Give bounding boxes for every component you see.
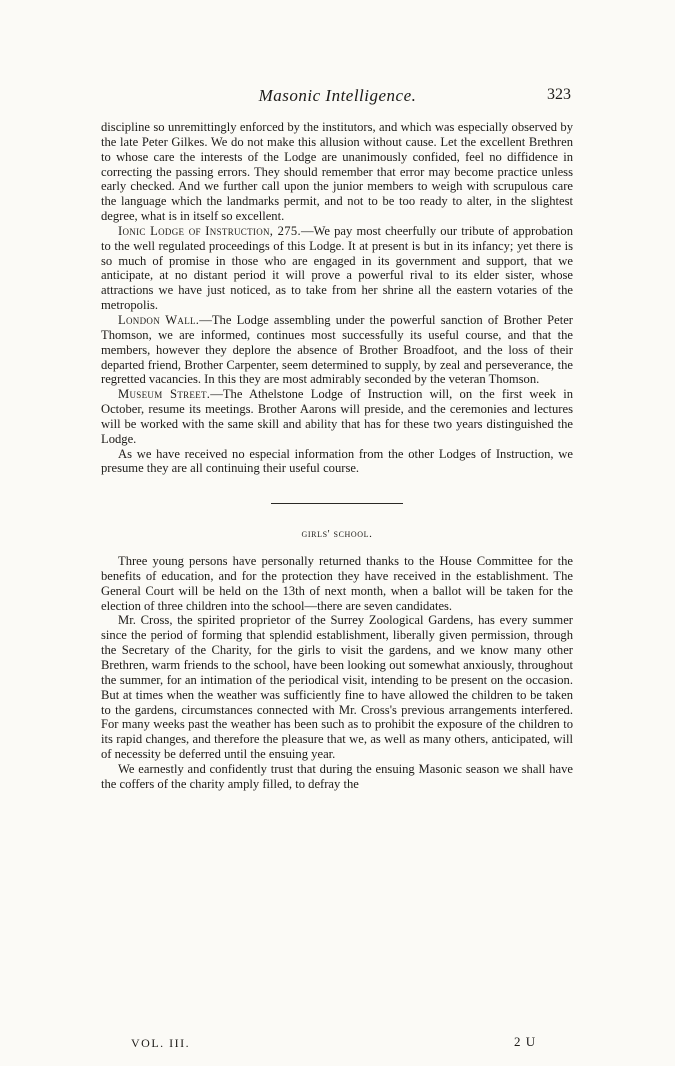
paragraph-text-museum-street: —The Athelstone Lodge of Instruction will, on the first week in October, resume its meetings. Brother Aarons will preside, and the ceremonies and lectures will be worked with the same skill and ability that has for these two years distinguished the Lodge. [101,387,574,446]
paragraph-london-wall [101,313,573,387]
paragraph-young-persons: Three young persons have personally returned thanks to the House Committee for the benefits of education, and for the protection they have received in the establishment. The General Court will be held on the 13th of next month, when a ballot will be taken for the election of three children into the school—there are seven candidates. [101,554,573,613]
section-title-girls-school: girls' school. [301,528,373,541]
footer-volume: VOL. III. [131,1036,191,1050]
text-block [101,120,573,792]
running-title: Masonic Intelligence. [258,86,417,105]
footer-signature-mark: 2 U [514,1034,537,1049]
paragraph-mr-cross: Mr. Cross, the spirited proprietor of the Surrey Zoological Gardens, has every summer since the period of forming that splendid establishment, liberally given permission, through the Secretary of the Charity, for the girls to visit the gardens, and we know many other Brethren, warm friends to the school, have been looking out somewhat anxiously, throughout the summer, for an intimation of the periodical visit, intending to be present on the occasion. But at times when the weather was sufficiently fine to have allowed the children to be taken to the gardens, circumstances connected with Mr. Cross's previous arrangements interfered. For many weeks past the weather has been such as to prohibit the exposure of the children to its rapid changes, and therefore the pleasure that we, as well as many others, anticipated, will of necessity be deferred until the ensuing year. [101,613,573,762]
page-number: 323 [547,86,571,103]
paragraph-heading-museum-street: Museum Street. [118,387,211,402]
paragraph-museum-street [101,387,573,446]
section-divider [271,503,403,504]
paragraph-text-ionic-lodge: —We pay most cheerfully our tribute of approbation to the well regulated proceedings of this Lodge. It at present is but in its infancy; yet there is so much of promise in those who are engaged in its government and support, that we anticipate, at no distant period it will prove a powerful rival to its elder sister, whose attractions we have just noticed, as to take from her shrine all the eastern votaries of the metropolis. [101,223,573,313]
paragraph-masonic-season: We earnestly and confidently trust that during the ensuing Masonic season we shall have the coffers of the charity amply filled, to defray the [101,761,573,791]
paragraph-text-london-wall: —The Lodge assembling under the powerful sanction of Brother Peter Thomson, we are informed, continues most successfully its useful course, and that the members, however they deplore the absence of Brother Broadfoot, and the loss of their departed friend, Brother Carpenter, seem determined to supply, by zeal and perseverance, the regretted vacancies. In this they are most admirably seconded by the veteran Thomson. [101,312,573,387]
paragraph-ionic-lodge [101,224,573,313]
paragraph-heading-ionic-lodge: Ionic Lodge of Instruction, 275. [118,223,301,238]
paragraph-other-lodges: As we have received no especial information from the other Lodges of Instruction, we presume they are all continuing their useful course. [101,446,573,476]
paragraph-heading-london-wall: London Wall. [118,312,200,327]
paragraph-discipline: discipline so unremittingly enforced by the institutors, and which was especially observed by the late Peter Gilkes. We do not make this allusion without cause. Let the excellent Brethren to whose care the interests of the Lodge are unanimously confided, feel no diffidence in correcting the passing errors. They should remember that error may become practice unless early checked. And we further call upon the junior members to weigh with scrupulous care the language which the landmarks permit, and not to be too ready to alter, in the slightest degree, what is in itself so excellent. [101,120,573,224]
